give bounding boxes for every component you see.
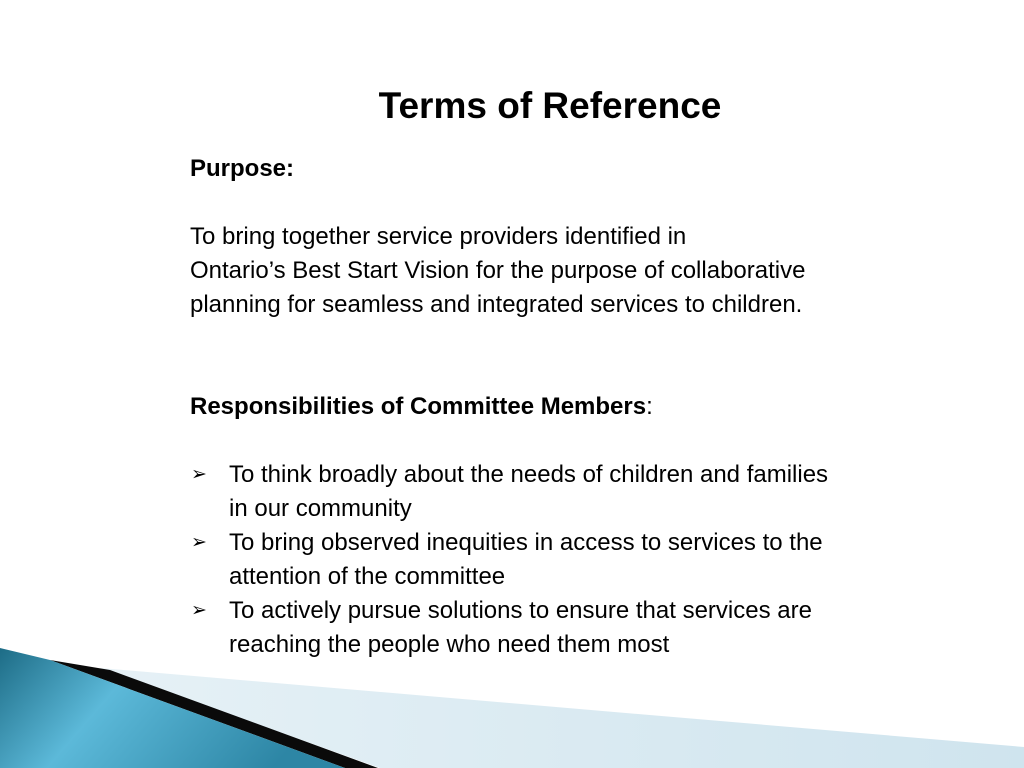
arrowhead-bullet-icon: ➢: [191, 600, 207, 621]
list-item: [190, 594, 990, 662]
list-item-line-1: To think broadly about the needs of children and families: [229, 461, 829, 488]
list-item-line-1: To bring observed inequities in access to services to the: [229, 529, 823, 556]
purpose-heading: Purpose:: [190, 155, 295, 182]
responsibilities-label: Responsibilities of Committee Members: [190, 393, 647, 420]
purpose-line-2: Ontario’s Best Start Vision for the purpose of collaborative: [190, 257, 806, 284]
purpose-line-1: To bring together service providers identified in: [190, 223, 687, 250]
slide-title: Terms of Reference: [378, 85, 722, 126]
arrowhead-bullet-icon: ➢: [191, 532, 207, 553]
responsibilities-heading: [190, 390, 990, 424]
list-item: [190, 458, 990, 526]
slide-body: [190, 152, 990, 662]
purpose-line-3: planning for seamless and integrated services to children.: [190, 291, 803, 318]
responsibilities-colon: :: [646, 393, 653, 420]
list-item-line-1: To actively pursue solutions to ensure that services are: [229, 597, 812, 624]
list-item-line-2: attention of the committee: [229, 563, 506, 590]
arrowhead-bullet-icon: ➢: [191, 464, 207, 485]
list-item: [190, 526, 990, 594]
list-item-line-2: reaching the people who need them most: [229, 631, 670, 658]
list-item-line-2: in our community: [229, 495, 412, 522]
responsibilities-list: [190, 458, 990, 662]
